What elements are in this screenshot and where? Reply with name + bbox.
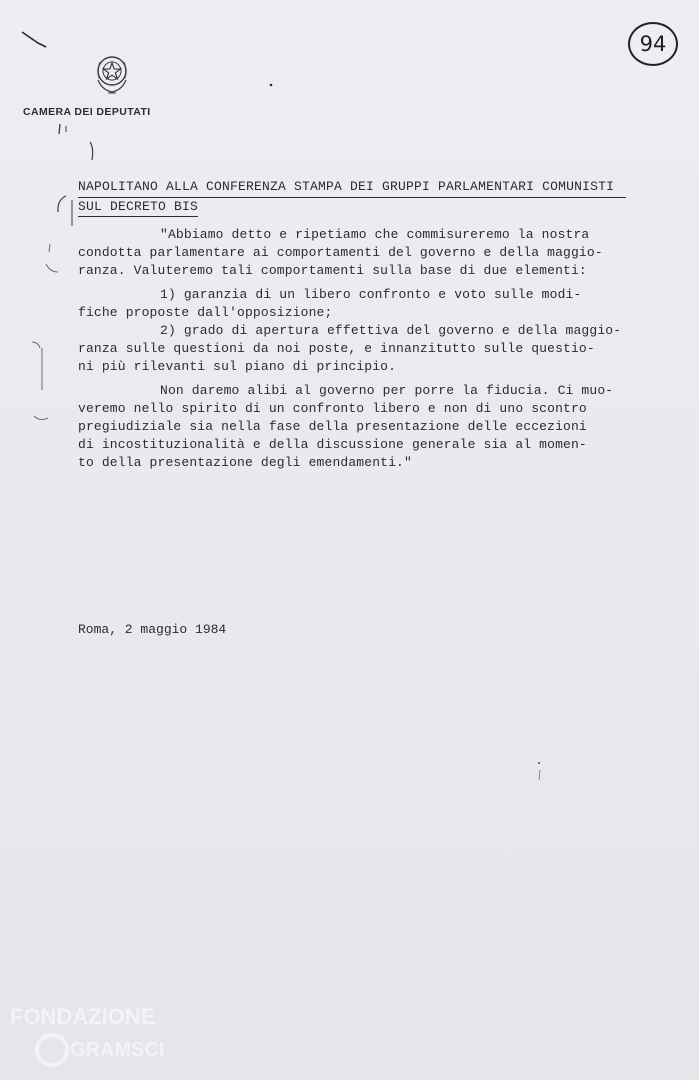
institution-name: CAMERA DEI DEPUTATI: [23, 106, 151, 118]
text-line: to della presentazione degli emendamenti.": [78, 454, 412, 470]
text-line: ni più rilevanti sul piano di principio.: [78, 358, 397, 374]
text-line: ranza sulle questioni da noi poste, e innanzitutto sulle questio-: [78, 340, 595, 356]
document-date: Roma, 2 maggio 1984: [78, 622, 227, 637]
italian-republic-emblem-icon: [92, 50, 132, 96]
text-line: ranza. Valuteremo tali comportamenti sulla base di due elementi:: [78, 262, 587, 278]
title-line-1: NAPOLITANO ALLA CONFERENZA STAMPA DEI GRUPPI PARLAMENTARI COMUNISTI: [78, 178, 626, 198]
text-line: veremo nello spirito di un confronto libero e non di uno scontro: [78, 401, 587, 417]
statement-body: [78, 226, 638, 471]
watermark-line-2: GRAMSCI: [70, 1039, 165, 1061]
page-number: 94: [628, 22, 678, 66]
text-line: di incostituzionalità e della discussione generale sia al momen-: [78, 436, 587, 452]
watermark-line-1: FONDAZIONE: [10, 1004, 156, 1029]
ink-speck: [536, 760, 544, 782]
fondazione-gramsci-logo-icon: [6, 1000, 186, 1070]
pen-mark: [20, 28, 50, 50]
left-margin-pencil-marks: [28, 230, 58, 430]
ink-dot: [268, 82, 274, 88]
document-title: [78, 178, 626, 217]
text-line: 2) grado di apertura effettiva del governo e della maggio-: [160, 322, 622, 338]
text-line: Non daremo alibi al governo per porre la fiducia. Ci muo-: [160, 383, 614, 399]
text-line: pregiudiziale sia nella fase della presentazione delle eccezioni: [78, 418, 587, 434]
text-line: 1) garanzia di un libero confronto e voto sulle modi-: [160, 287, 582, 303]
title-line-2: SUL DECRETO BIS: [78, 198, 198, 217]
text-line: condotta parlamentare ai comportamenti del governo e della maggio-: [78, 244, 603, 260]
text-line: "Abbiamo detto e ripetiamo che commisureremo la nostra: [160, 227, 590, 242]
text-line: fiche proposte dall'opposizione;: [78, 305, 333, 321]
